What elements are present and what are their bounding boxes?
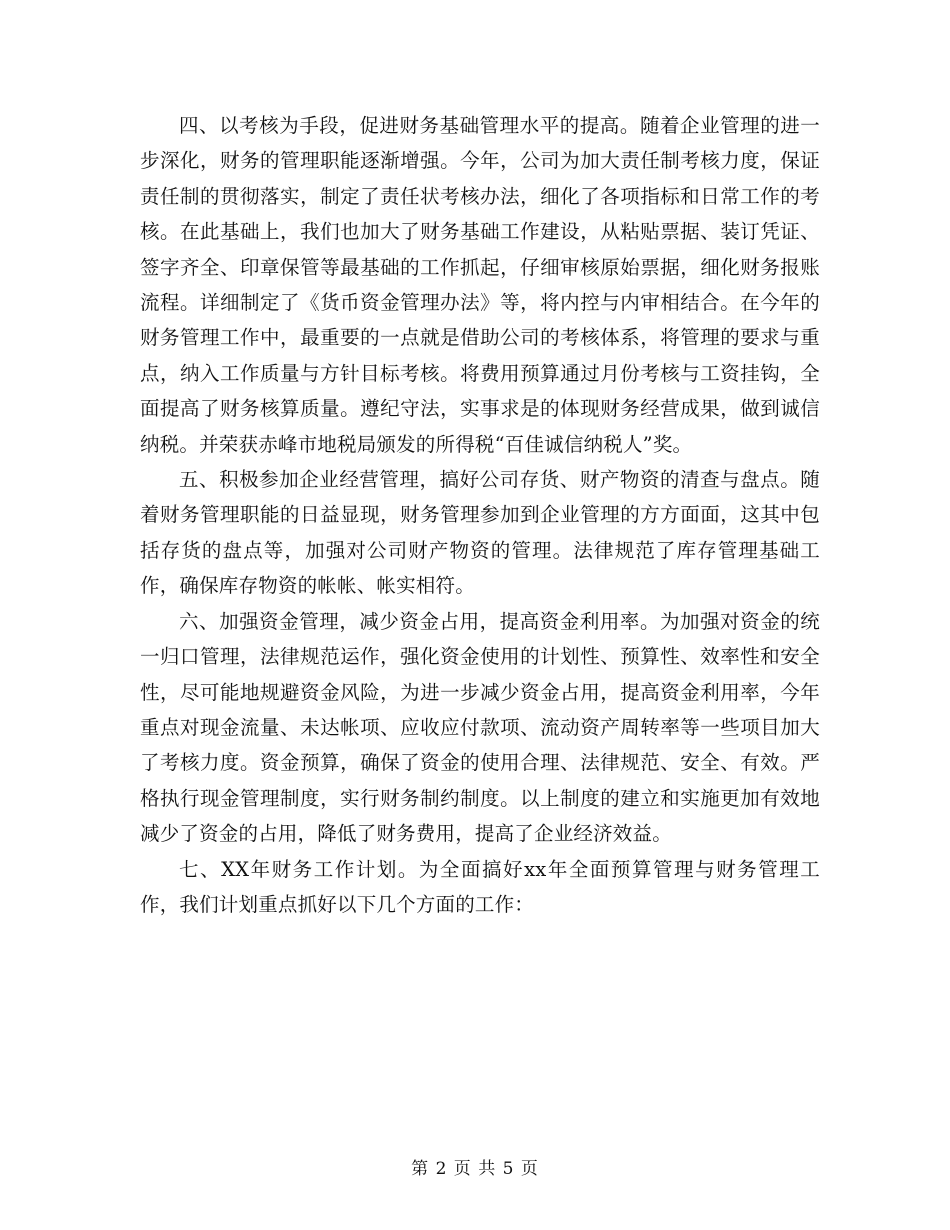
document-body [140,108,820,922]
paragraph-7: 七、XX年财务工作计划。为全面搞好xx年全面预算管理与财务管理工作，我们计划重点抓好以下几个方面的工作： [140,857,820,916]
page-number-footer: 第 2 页 共 5 页 [411,1159,539,1179]
paragraph-6: 六、加强资金管理，减少资金占用，提高资金利用率。为加强对资金的统一归口管理，法律规范运作，强化资金使用的计划性、预算性、效率性和安全性，尽可能地规避资金风险，为进一步减少资金占用，提高资金利用率，今年重点对现金流量、未达帐项、应收应付款项、流动资产周转率等一些项目加大了考核力度。资金预算，确保了资金的使用合理、法律规范、安全、有效。严格执行现金管理制度，实行财务制约制度。以上制度的建立和实施更加有效地减少了资金的占用，降低了财务费用，提高了企业经济效益。 [140,609,820,846]
paragraph-5: 五、积极参加企业经营管理，搞好公司存货、财产物资的清查与盘点。随着财务管理职能的日益显现，财务管理参加到企业管理的方方面面，这其中包括存货的盘点等，加强对公司财产物资的管理。法律规范了库存管理基础工作，确保库存物资的帐帐、帐实相符。 [140,468,820,598]
paragraph-4: 四、以考核为手段，促进财务基础管理水平的提高。随着企业管理的进一步深化，财务的管理职能逐渐增强。今年，公司为加大责任制考核力度，保证责任制的贯彻落实，制定了责任状考核办法，细化了各项指标和日常工作的考核。在此基础上，我们也加大了财务基础工作建设，从粘贴票据、装订凭证、签字齐全、印章保管等最基础的工作抓起，仔细审核原始票据，细化财务报账流程。详细制定了《货币资金管理办法》等，将内控与内审相结合。在今年的财务管理工作中，最重要的一点就是借助公司的考核体系，将管理的要求与重点，纳入工作质量与方针目标考核。将费用预算通过月份考核与工资挂钩，全面提高了财务核算质量。遵纪守法，实事求是的体现财务经营成果，做到诚信纳税。并荣获赤峰市地税局颁发的所得税“百佳诚信纳税人”奖。 [140,114,820,456]
